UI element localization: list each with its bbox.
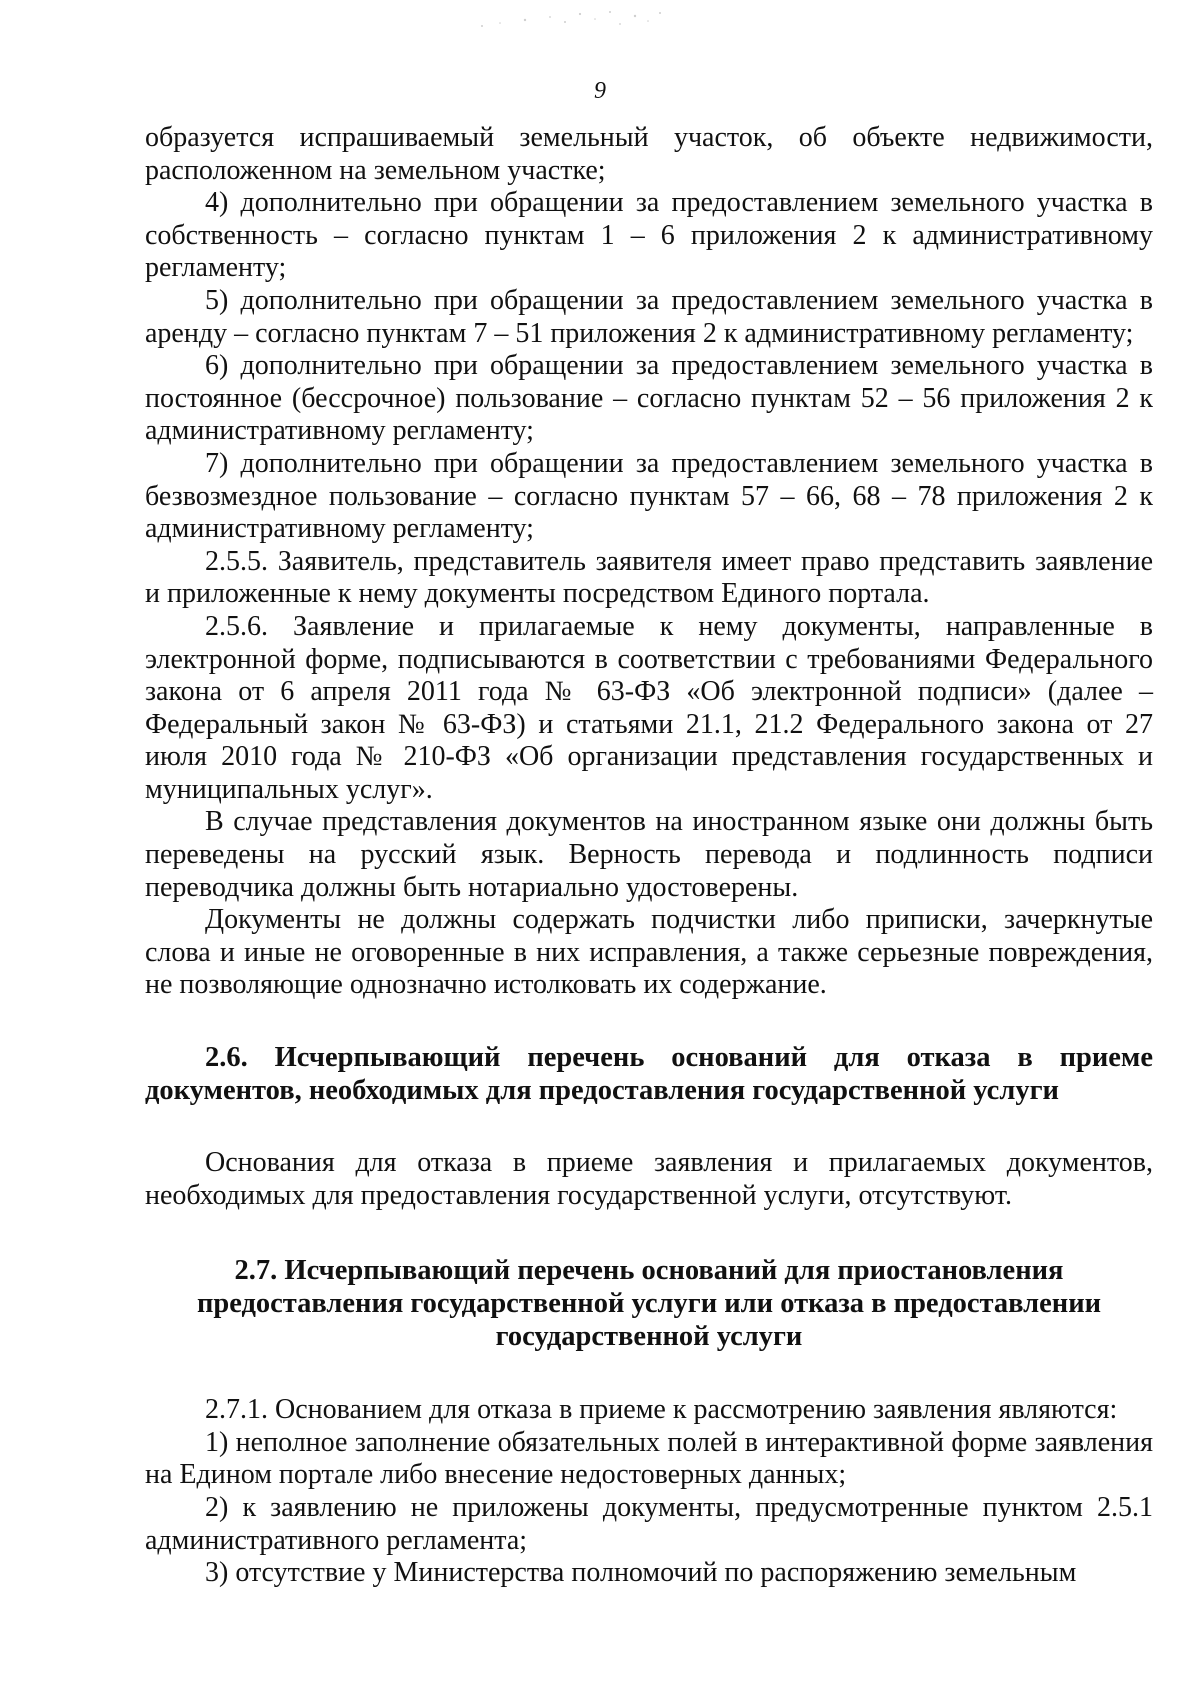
section-heading-2-7: 2.7. Исчерпывающий перечень оснований для приостановления предоставления государственной услуги или отказа в предоставлении государственной услуги xyxy=(196,1255,1102,1353)
paragraph: 2.5.5. Заявитель, представитель заявителя имеет право представить заявление и приложенные к нему документы посредством Единого портала. xyxy=(145,545,1153,610)
paragraph: Документы не должны содержать подчистки либо приписки, зачеркнутые слова и иные не оговоренные в них исправления, а также серьезные повреждения, не позволяющие однозначно истолковать их содержание. xyxy=(145,904,1153,1001)
paragraph: образуется испрашиваемый земельный участок, об объекте недвижимости, расположенном на земельном участке; xyxy=(145,122,1153,186)
paragraph: 2.7.1. Основанием для отказа в приеме к рассмотрению заявления являются: xyxy=(205,1394,1118,1426)
paragraph: 5) дополнительно при обращении за предоставлением земельного участка в аренду – согласно пунктам 7 – 51 приложения 2 к административному регламенту; xyxy=(145,284,1153,349)
paragraph: В случае представления документов на иностранном языке они должны быть переведены на русский язык. Верность перевода и подлинность подписи переводчика должны быть нотариально удостоверены. xyxy=(145,806,1153,903)
paragraph: 7) дополнительно при обращении за предоставлением земельного участка в безвозмездное пользование – согласно пунктам 57 – 66, 68 – 78 приложения 2 к административному регламенту; xyxy=(145,447,1153,545)
document-body xyxy=(145,122,1153,1590)
paragraph: 2) к заявлению не приложены документы, предусмотренные пунктом 2.5.1 административного регламента; xyxy=(145,1492,1153,1556)
section-heading-2-6: 2.6. Исчерпывающий перечень оснований для отказа в приеме документов, необходимых для предоставления государственной услуги xyxy=(145,1042,1153,1107)
paragraph: 3) отсутствие у Министерства полномочий по распоряжению земельным xyxy=(205,1557,1077,1589)
paragraph: 4) дополнительно при обращении за предоставлением земельного участка в собственность – согласно пунктам 1 – 6 приложения 2 к административному регламенту; xyxy=(145,187,1153,284)
paragraph: Основания для отказа в приеме заявления и прилагаемых документов, необходимых для предоставления государственной услуги, отсутствуют. xyxy=(145,1147,1153,1211)
scan-artifact xyxy=(470,8,690,34)
paragraph: 2.5.6. Заявление и прилагаемые к нему документы, направленные в электронной форме, подписываются в соответствии с требованиями Федерального закона от 6 апреля 2011 года № 63-ФЗ «Об электронной подписи» (далее – Федеральный закон № 63-ФЗ) и статьями 21.1, 21.2 Федерального закона от 27 июля 2010 года № 210-ФЗ «Об организации представления государственных и муниципальных услуг». xyxy=(145,610,1153,805)
paragraph: 1) неполное заполнение обязательных полей в интерактивной форме заявления на Едином портале либо внесение недостоверных данных; xyxy=(145,1426,1153,1491)
page-number: 9 xyxy=(594,78,606,104)
paragraph: 6) дополнительно при обращении за предоставлением земельного участка в постоянное (бессрочное) пользование – согласно пунктам 52 – 56 приложения 2 к административному регламенту; xyxy=(145,350,1153,447)
